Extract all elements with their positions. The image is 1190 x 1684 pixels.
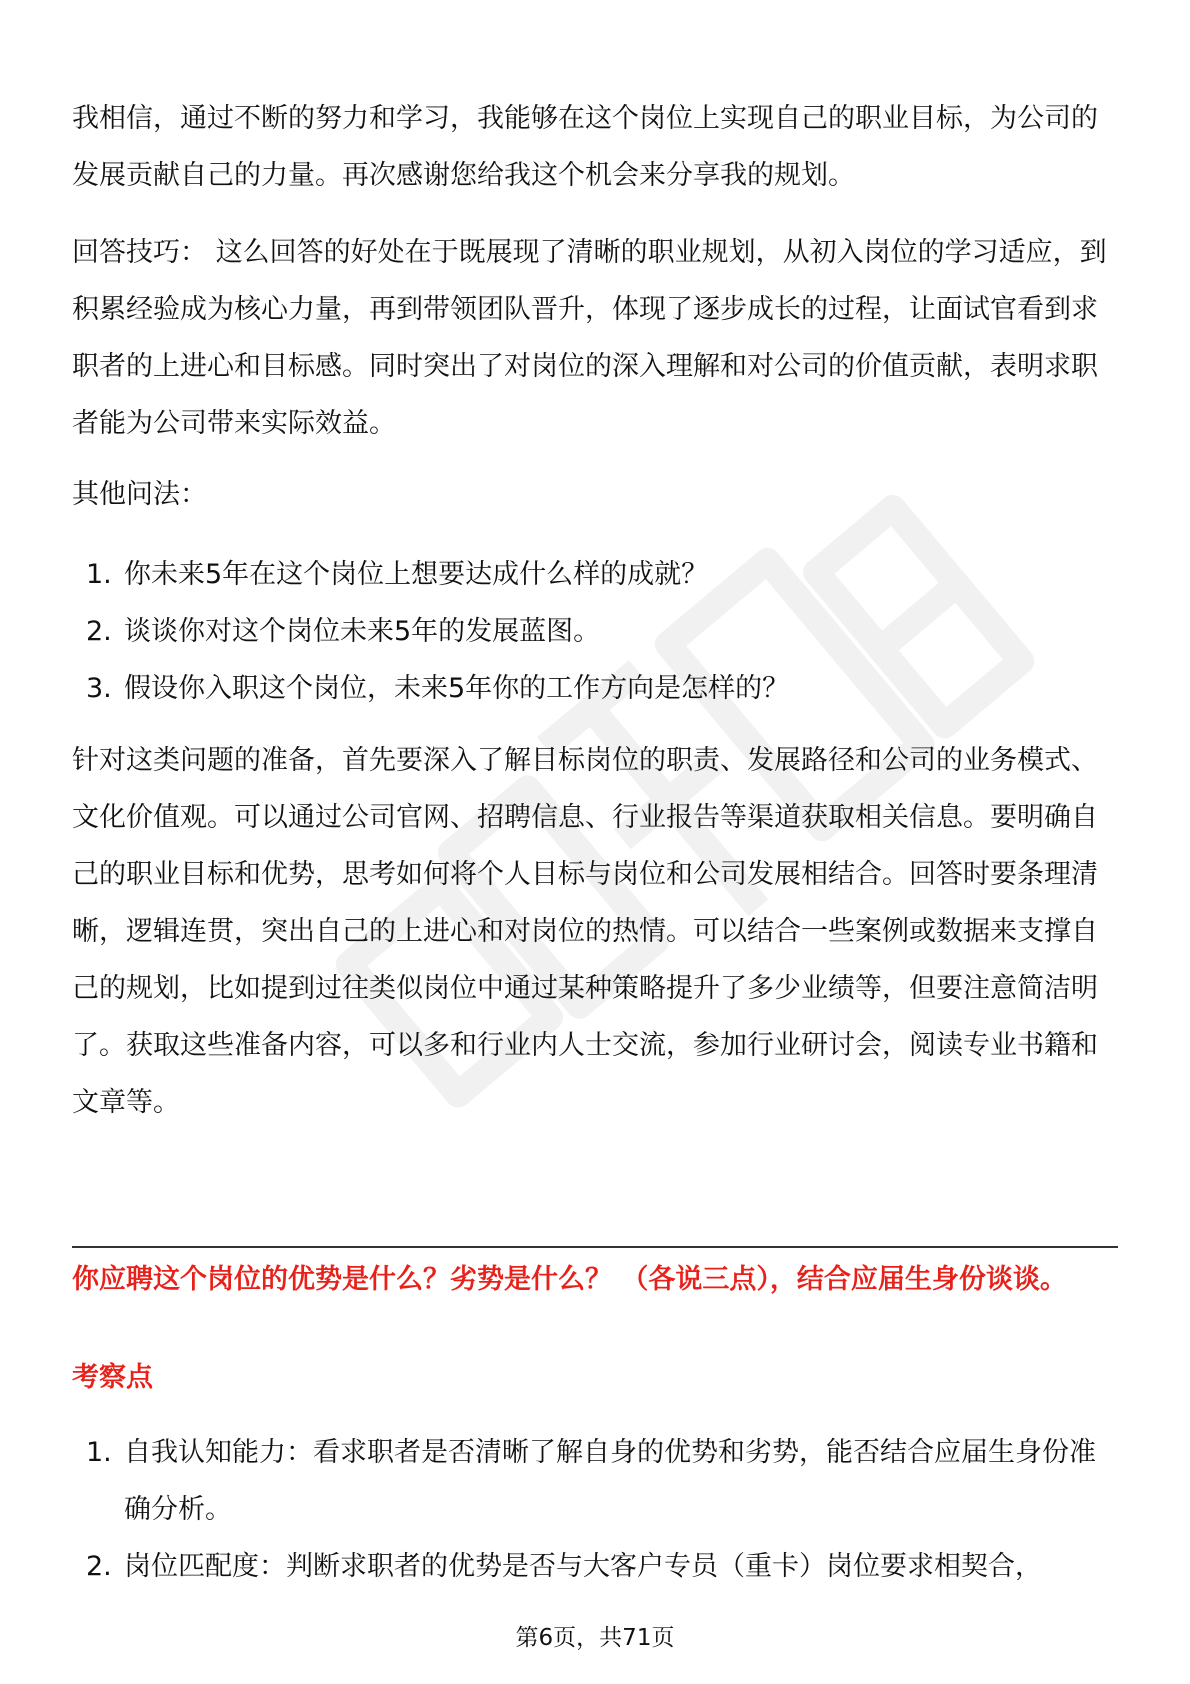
preparation-paragraph: 针对这类问题的准备，首先要深入了解目标岗位的职责、发展路径和公司的业务模式、文化价值观。可以通过公司官网、招聘信息、行业报告等渠道获取相关信息。要明确自己的职业目标和优势，思考如何将个人目标与岗位和公司发展相结合。回答时要条理清晰，逻辑连贯，突出自己的上进心和对岗位的热情。可以结合一些案例或数据来支撑自己的规划，比如提到过往类似岗位中通过某种策略提升了多少业绩等，但要注意简洁明了。获取这些准备内容，可以多和行业内人士交流，参加行业研讨会，阅读专业书籍和文章等。 bbox=[72, 745, 1098, 1118]
list-item-text: 自我认知能力：看求职者是否清晰了解自身的优势和劣势，能否结合应届生身份准确分析。 bbox=[124, 1437, 1096, 1525]
list-item-text: 你未来5年在这个岗位上想要达成什么样的成就？ bbox=[124, 559, 709, 590]
assessment-points-list bbox=[72, 1424, 1118, 1595]
list-item-text: 岗位匹配度：判断求职者的优势是否与大客户专员（重卡）岗位要求相契合， bbox=[124, 1551, 1042, 1582]
answer-tip-paragraph: 回答技巧： 这么回答的好处在于既展现了清晰的职业规划，从初入岗位的学习适应，到积累经验成为核心力量，再到带领团队晋升，体现了逐步成长的过程，让面试官看到求职者的上进心和目标感。同时突出了对岗位的深入理解和对公司的价值贡献，表明求职者能为公司带来实际效益。 bbox=[72, 237, 1107, 439]
question-title: 你应聘这个岗位的优势是什么？劣势是什么？ （各说三点），结合应届生身份谈谈。 bbox=[72, 1264, 1067, 1295]
list-item bbox=[72, 1538, 1118, 1595]
list-number: 1. bbox=[86, 559, 112, 590]
assessment-points-heading: 考察点 bbox=[72, 1362, 153, 1393]
page-number: 第6页，共71页 bbox=[515, 1625, 675, 1651]
list-number: 3. bbox=[86, 673, 112, 704]
other-questions-list bbox=[72, 546, 1118, 717]
closing-paragraph: 我相信，通过不断的努力和学习，我能够在这个岗位上实现自己的职业目标，为公司的发展贡献自己的力量。再次感谢您给我这个机会来分享我的规划。 bbox=[72, 103, 1098, 191]
list-number: 1. bbox=[86, 1437, 112, 1468]
other-questions-label: 其他问法： bbox=[72, 479, 207, 510]
section-divider bbox=[72, 1246, 1118, 1248]
list-number: 2. bbox=[86, 616, 112, 647]
list-item-text: 假设你入职这个岗位，未来5年你的工作方向是怎样的？ bbox=[124, 673, 790, 704]
list-item bbox=[72, 603, 1118, 660]
list-item bbox=[72, 546, 1118, 603]
list-item bbox=[72, 1424, 1118, 1538]
list-item-text: 谈谈你对这个岗位未来5年的发展蓝图。 bbox=[124, 616, 601, 647]
list-number: 2. bbox=[86, 1551, 112, 1582]
list-item bbox=[72, 660, 1118, 717]
